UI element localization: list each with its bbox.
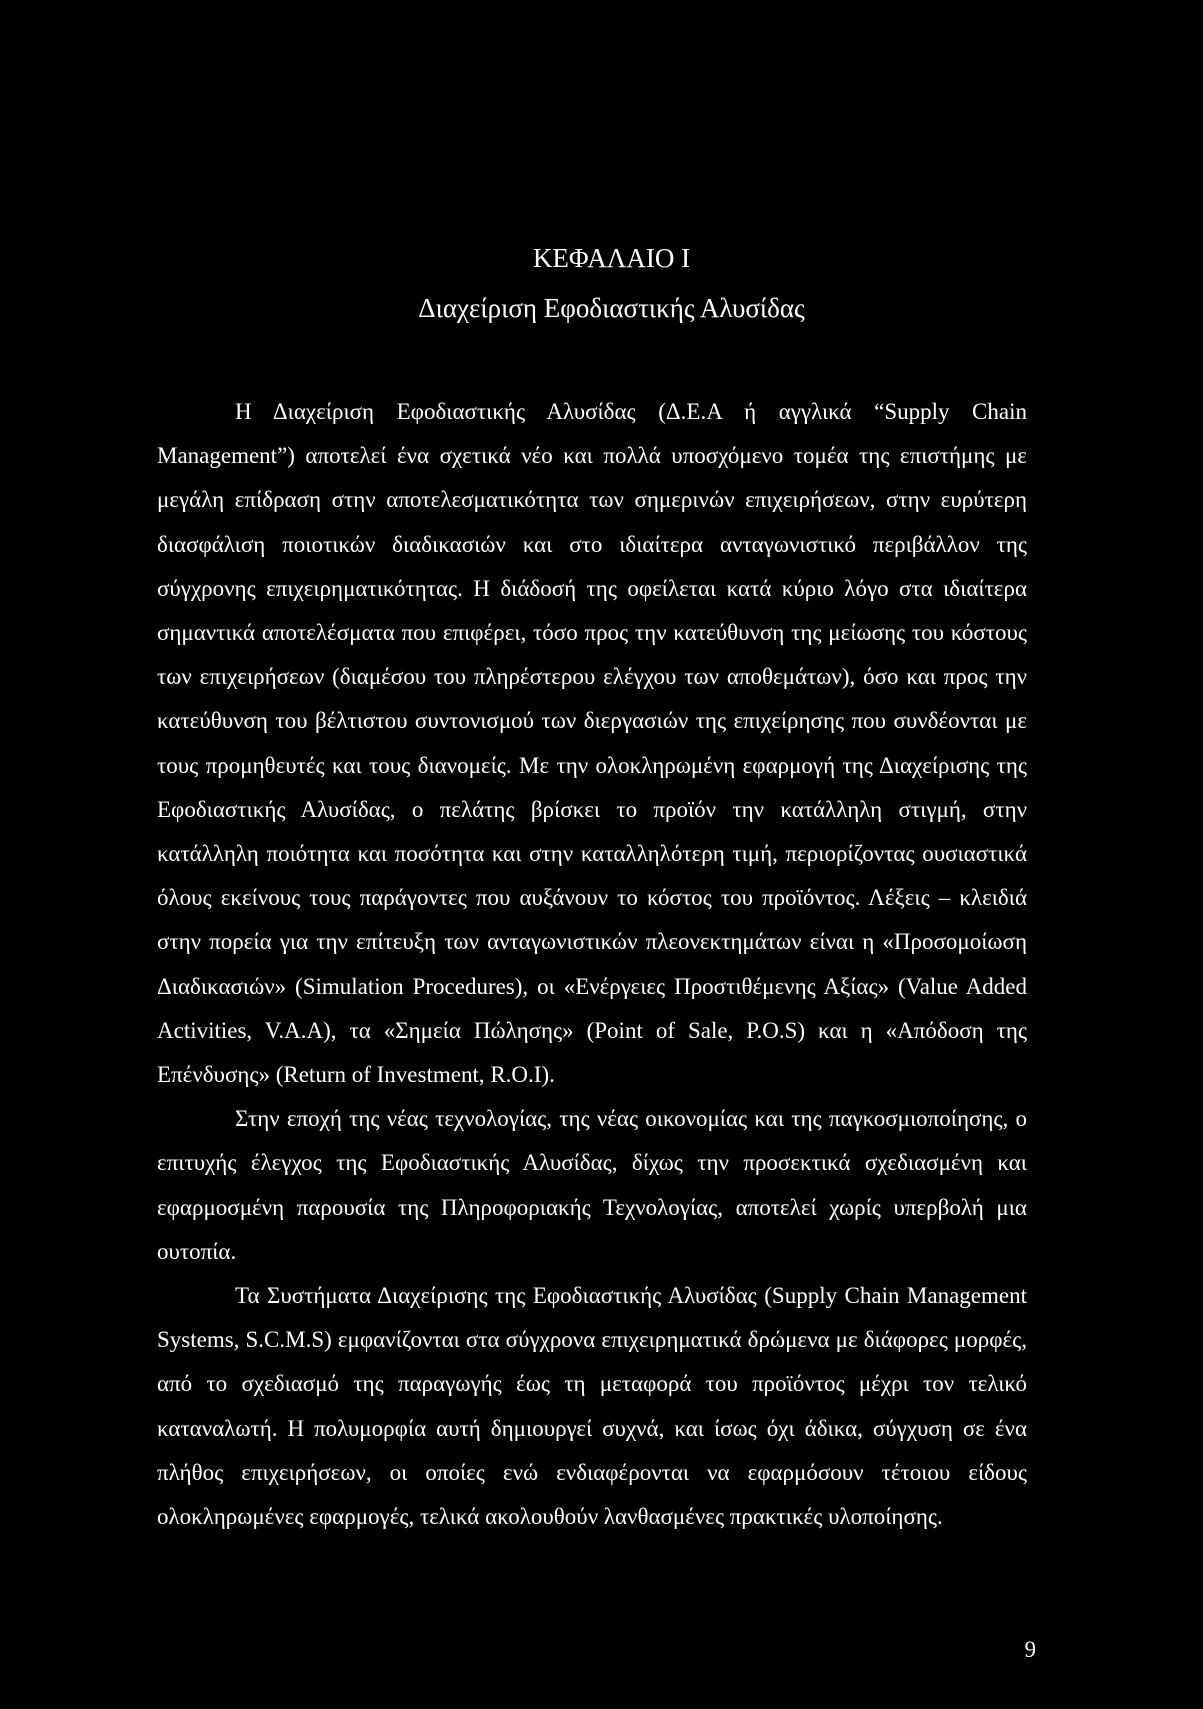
chapter-title: Διαχείριση Εφοδιαστικής Αλυσίδας <box>418 293 805 323</box>
paragraph-2: Στην εποχή της νέας τεχνολογίας, της νέας οικονομίας και της παγκοσμιοποίησης, ο επιτυχής έλεγχος της Εφοδιαστικής Αλυσίδας, δίχως την προσεκτικά σχεδιασμένη και εφαρμοσμένη παρουσία της Πληροφοριακής Τεχνολογίας, αποτελεί χωρίς υπερβολή μια ουτοπία. <box>157 1106 1027 1264</box>
page-number: 9 <box>1024 1637 1036 1662</box>
chapter-label: ΚΕΦΑΛΑΙΟ Ι <box>532 243 691 273</box>
paragraph-1: Η Διαχείριση Εφοδιαστικής Αλυσίδας (Δ.Ε.Α ή αγγλικά “Supply Chain Management”) αποτελεί ένα σχετικά νέο και πολλά υποσχόμενο τομέα της επιστήμης με μεγάλη επίδραση στην αποτελεσματικότητα των σημερινών επιχειρήσεων, στην ευρύτερη διασφάλιση ποιοτικών διαδικασιών και στο ιδιαίτερα ανταγωνιστικό περιβάλλον της σύγχρονης επιχειρηματικότητας. Η διάδοσή της οφείλεται κατά κύριο λόγο στα ιδιαίτερα σημαντικά αποτελέσματα που επιφέρει, τόσο προς την κατεύθυνση της μείωσης του κόστους των επιχειρήσεων (διαμέσου του πληρέστερου ελέγχου των αποθεμάτων), όσο και προς την κατεύθυνση του βέλτιστου συντονισμού των διεργασιών της επιχείρησης που συνδέονται με τους προμηθευτές και τους διανομείς. Με την ολοκληρωμένη εφαρμογή της Διαχείρισης της Εφοδιαστικής Αλυσίδας, ο πελάτης βρίσκει το προϊόν την κατάλληλη στιγμή, στην κατάλληλη ποιότητα και ποσότητα και στην καταλληλότερη τιμή, περιορίζοντας ουσιαστικά όλους εκείνους τους παράγοντες που αυξάνουν το κόστος του προϊόντος. Λέξεις – κλειδιά στην πορεία για την επίτευξη των ανταγωνιστικών πλεονεκτημάτων είναι η «Προσομοίωση Διαδικασιών» (Simulation Procedures), οι «Ενέργειες Προστιθέμενης Αξίας» (Value Added Activities, V.A.A), τα «Σημεία Πώλησης» (Point of Sale, P.O.S) και η «Απόδοση της Επένδυσης» (Return of Investment, R.O.I). <box>157 399 1027 1088</box>
body-text <box>157 390 1027 1539</box>
paragraph-3: Τα Συστήματα Διαχείρισης της Εφοδιαστικής Αλυσίδας (Supply Chain Management Systems, S.C.M.S) εμφανίζονται στα σύγχρονα επιχειρηματικά δρώμενα με διάφορες μορφές, από το σχεδιασμό της παραγωγής έως τη μεταφορά του προϊόντος μέχρι τον τελικό καταναλωτή. Η πολυμορφία αυτή δημιουργεί συχνά, και ίσως όχι άδικα, σύγχυση σε ένα πλήθος επιχειρήσεων, οι οποίες ενώ ενδιαφέρονται να εφαρμόσουν τέτοιου είδους ολοκληρωμένες εφαρμογές, τελικά ακολουθούν λανθασμένες πρακτικές υλοποίησης. <box>157 1283 1027 1530</box>
